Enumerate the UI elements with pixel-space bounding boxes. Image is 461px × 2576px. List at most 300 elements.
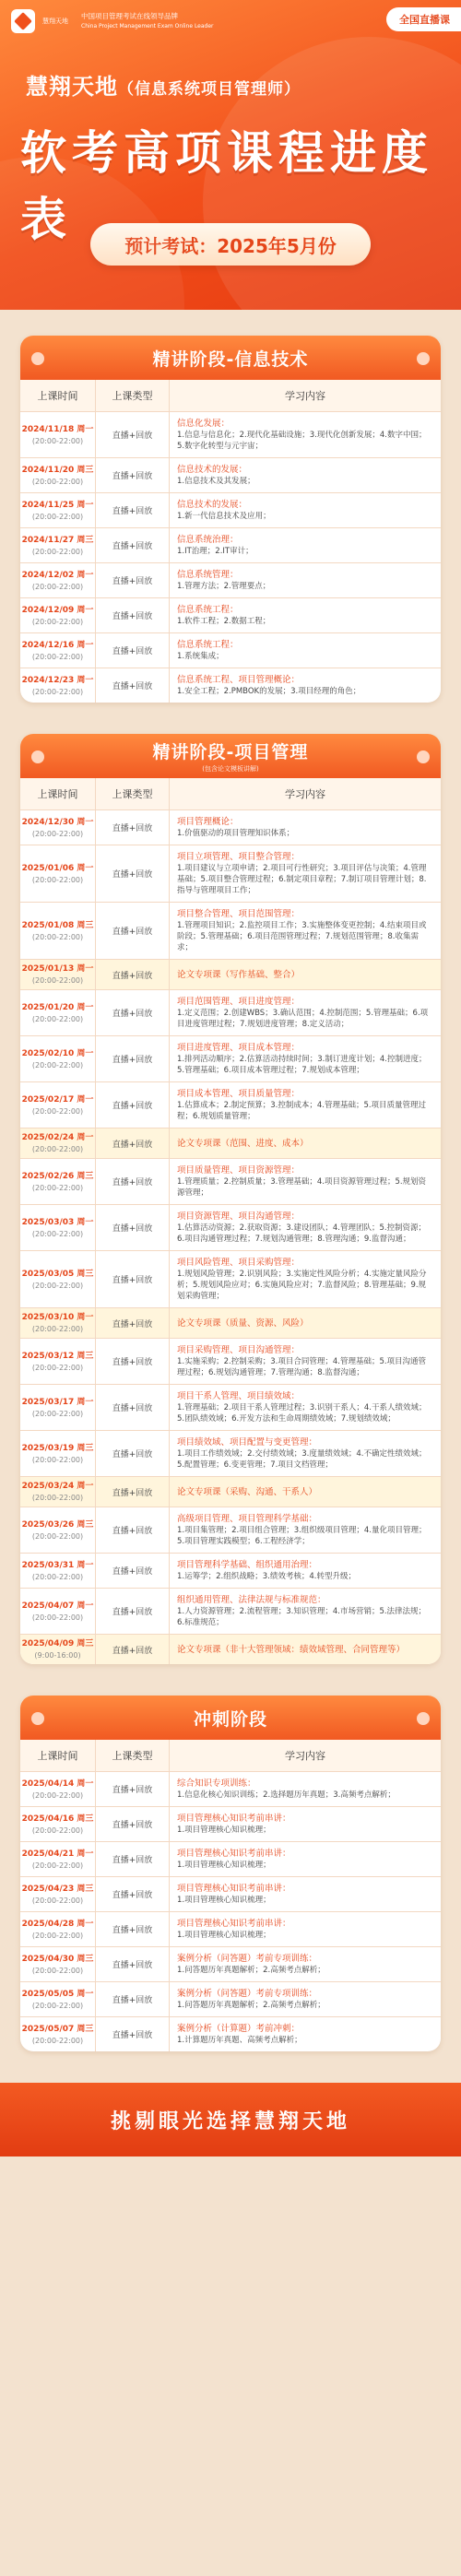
table-row — [20, 903, 441, 960]
table-row — [20, 1308, 441, 1339]
row-date: 2024/12/02 周一 — [21, 570, 94, 580]
row-detail: 1.问答题历年真题解析；2.高频考点解析； — [177, 1966, 325, 1975]
section-title: 冲刺阶段 — [193, 1708, 267, 1730]
row-topic: 案例分析（问答题）考前专项训练： — [177, 1989, 318, 1999]
row-date: 2025/02/26 周三 — [21, 1171, 94, 1181]
row-date: 2025/03/05 周三 — [21, 1269, 94, 1279]
row-date: 2025/04/21 周一 — [21, 1849, 94, 1859]
row-date: 2025/04/14 周一 — [21, 1778, 94, 1789]
row-content — [170, 1339, 441, 1384]
row-type: 直播+回放 — [96, 1635, 170, 1664]
row-date-cell — [20, 1036, 96, 1081]
row-topic: 项目管理核心知识考前串讲： — [177, 1919, 291, 1929]
row-time: (20:00-22:00) — [31, 547, 84, 556]
row-topic: 项目范围管理、项目进度管理： — [177, 997, 301, 1007]
table-row — [20, 1082, 441, 1128]
row-topic: 论文专项课（写作基础、整合） — [177, 969, 301, 980]
row-content — [170, 528, 441, 562]
row-time: (9:00-16:00) — [34, 1651, 81, 1660]
row-detail: 1.人力资源管理；2.流程管理；3.知识管理；4.市场营销；5.法律法规；6.标准规范； — [177, 1607, 427, 1627]
row-topic: 论文专项课（质量、资源、风险） — [177, 1318, 309, 1329]
row-content — [170, 1128, 441, 1158]
row-content — [170, 633, 441, 668]
row-date-cell — [20, 1507, 96, 1553]
row-content — [170, 1159, 441, 1204]
row-detail: 1.管理质量；2.控制质量；3.管理基础；4.项目资源管理过程；5.规划资源管理； — [177, 1177, 427, 1198]
row-topic: 综合知识专项训练： — [177, 1778, 256, 1789]
row-topic: 项目管理科学基础、组织通用治理： — [177, 1560, 318, 1570]
row-type: 直播+回放 — [96, 960, 170, 989]
table-row — [20, 598, 441, 633]
table-row — [20, 528, 441, 563]
row-detail: 1.定义范围；2.创建WBS；3.确认范围；4.控制范围；5.管理基础；6.项目进度管理过程；7.规划进度管理；8.定义活动； — [177, 1009, 429, 1029]
row-detail: 1.项目管理核心知识梳理； — [177, 1861, 271, 1870]
row-date-cell — [20, 412, 96, 457]
row-type: 直播+回放 — [96, 1807, 170, 1841]
row-detail: 1.规划风险管理；2.识别风险；3.实施定性风险分析；4.实施定量风险分析；5.规划风险应对；6.实施风险应对；7.监督风险；8.管理基础；9.规划采购管理； — [177, 1270, 427, 1301]
row-type: 直播+回放 — [96, 903, 170, 959]
row-time: (20:00-22:00) — [31, 1572, 84, 1581]
row-date-cell — [20, 1339, 96, 1384]
row-date: 2025/04/09 周三 — [21, 1639, 94, 1648]
row-type: 直播+回放 — [96, 598, 170, 632]
row-type: 直播+回放 — [96, 633, 170, 668]
row-date: 2025/02/10 周一 — [21, 1048, 94, 1058]
row-topic: 组织通用管理、法律法规与标准规范： — [177, 1595, 326, 1605]
table-header — [20, 1740, 441, 1772]
row-topic: 项目干系人管理、项目绩效域： — [177, 1391, 301, 1401]
row-type: 直播+回放 — [96, 1982, 170, 2016]
row-topic: 项目整合管理、项目范围管理： — [177, 909, 301, 919]
row-content — [170, 1251, 441, 1307]
row-topic: 项目成本管理、项目质量管理： — [177, 1089, 301, 1099]
brand-slogan-en: China Project Management Exam Online Leader — [81, 23, 214, 30]
row-detail: 1.管理项目知识；2.监控项目工作；3.实施整体变更控制；4.结束项目或阶段；5.管理基础；6.项目范围管理过程；7.规划范围管理；8.收集需求； — [177, 921, 427, 952]
section-header — [20, 1696, 441, 1740]
row-date-cell — [20, 1912, 96, 1946]
row-date: 2025/01/08 周三 — [21, 920, 94, 930]
row-content — [170, 1554, 441, 1588]
row-topic: 项目质量管理、项目资源管理： — [177, 1165, 301, 1176]
row-date: 2025/01/13 周一 — [21, 964, 94, 974]
row-topic: 高级项目管理、项目管理科学基础： — [177, 1514, 318, 1524]
row-content — [170, 1507, 441, 1553]
section-note: (包含论文模板讲解) — [202, 765, 259, 773]
row-topic: 项目绩效域、项目配置与变更管理： — [177, 1437, 318, 1448]
row-time: (20:00-22:00) — [31, 1145, 84, 1153]
row-detail: 1.软件工程；2.数据工程； — [177, 617, 271, 626]
row-date: 2025/04/23 周三 — [21, 1884, 94, 1894]
row-date-cell — [20, 1385, 96, 1430]
row-date-cell — [20, 1947, 96, 1981]
row-time: (20:00-22:00) — [31, 1455, 84, 1464]
row-detail: 1.问答题历年真题解析；2.高频考点解析； — [177, 2001, 325, 2010]
brand-slogan — [81, 11, 214, 31]
row-date-cell — [20, 990, 96, 1035]
row-content — [170, 668, 441, 703]
row-topic: 项目管理概论： — [177, 817, 239, 827]
row-type: 直播+回放 — [96, 1159, 170, 1204]
row-date: 2024/12/16 周一 — [21, 640, 94, 650]
row-content — [170, 1947, 441, 1981]
row-content — [170, 412, 441, 457]
row-date-cell — [20, 1982, 96, 2016]
row-type: 直播+回放 — [96, 1772, 170, 1806]
table-row — [20, 1982, 441, 2017]
row-date-cell — [20, 1589, 96, 1634]
row-date-cell — [20, 493, 96, 527]
row-date: 2025/05/05 周一 — [21, 1989, 94, 1999]
row-date-cell — [20, 1772, 96, 1806]
row-type: 直播+回放 — [96, 1507, 170, 1553]
row-time: (20:00-22:00) — [31, 512, 84, 521]
decor-dot-icon — [31, 352, 44, 365]
row-time: (20:00-22:00) — [31, 1183, 84, 1192]
row-detail: 1.项目工作绩效域；2.交付绩效域；3.度量绩效域；4.不确定性绩效域；5.配置管理；6.变更管理；7.项目文档管理； — [177, 1449, 427, 1470]
page-title: 软考高项课程进度表 — [20, 126, 433, 246]
decor-dot-icon — [417, 352, 430, 365]
row-detail: 1.运筹学；2.组织战略；3.绩效考核；4.转型升级； — [177, 1572, 356, 1581]
column-header: 学习内容 — [285, 390, 325, 402]
row-content — [170, 1912, 441, 1946]
row-content — [170, 903, 441, 959]
row-time: (20:00-22:00) — [31, 1966, 84, 1975]
row-date-cell — [20, 458, 96, 492]
row-date-cell — [20, 1842, 96, 1876]
row-content — [170, 563, 441, 597]
row-date: 2025/04/28 周一 — [21, 1919, 94, 1929]
table-row — [20, 1431, 441, 1477]
row-time: (20:00-22:00) — [31, 1494, 84, 1502]
row-time: (20:00-22:00) — [31, 1060, 84, 1069]
row-time: (20:00-22:00) — [31, 1409, 84, 1418]
row-content — [170, 960, 441, 989]
row-content — [170, 1982, 441, 2016]
row-time: (20:00-22:00) — [31, 1826, 84, 1835]
row-date-cell — [20, 903, 96, 959]
row-date-cell — [20, 1635, 96, 1664]
row-detail: 1.信息技术及其发展； — [177, 477, 255, 486]
row-content — [170, 1308, 441, 1338]
decor-dot-icon — [31, 1712, 44, 1725]
row-date: 2025/03/24 周一 — [21, 1482, 94, 1491]
row-date: 2025/01/06 周一 — [21, 863, 94, 873]
row-date: 2024/11/20 周三 — [21, 465, 94, 475]
row-type: 直播+回放 — [96, 668, 170, 703]
row-date-cell — [20, 563, 96, 597]
table-row — [20, 412, 441, 458]
table-row — [20, 1385, 441, 1431]
row-topic: 论文专项课（范围、进度、成本） — [177, 1138, 309, 1149]
row-content — [170, 1431, 441, 1476]
section-title: 精讲阶段-项目管理 — [152, 742, 309, 762]
table-row — [20, 1554, 441, 1589]
row-date-cell — [20, 1082, 96, 1128]
table-row — [20, 1159, 441, 1205]
row-time: (20:00-22:00) — [31, 829, 84, 838]
row-detail: 1.信息与信息化；2.现代化基础设施；3.现代化创新发展；4.数字中国；5.数字化转型与元宇宙； — [177, 431, 427, 451]
row-type: 直播+回放 — [96, 1947, 170, 1981]
table-row — [20, 1205, 441, 1251]
row-date: 2025/04/16 周三 — [21, 1814, 94, 1824]
table-row — [20, 1635, 441, 1664]
row-detail: 1.估算活动资源；2.获取资源；3.建设团队；4.管理团队；5.控制资源；6.项目沟通管理过程；7.规划沟通管理；8.管理沟通；9.监督沟通； — [177, 1223, 427, 1244]
row-date-cell — [20, 1431, 96, 1476]
row-type: 直播+回放 — [96, 493, 170, 527]
row-time: (20:00-22:00) — [31, 1790, 84, 1800]
row-content — [170, 493, 441, 527]
row-content — [170, 1842, 441, 1876]
row-type: 直播+回放 — [96, 810, 170, 845]
row-topic: 案例分析（问答题）考前专项训练： — [177, 1954, 318, 1964]
table-row — [20, 1807, 441, 1842]
row-topic: 项目管理核心知识考前串讲： — [177, 1849, 291, 1859]
row-date-cell — [20, 810, 96, 845]
row-detail: 1.系统集成； — [177, 652, 224, 661]
row-date-cell — [20, 528, 96, 562]
row-time: (20:00-22:00) — [31, 1229, 84, 1238]
row-time: (20:00-22:00) — [31, 617, 84, 626]
row-date-cell — [20, 668, 96, 703]
row-time: (20:00-22:00) — [31, 687, 84, 696]
row-date: 2024/12/30 周一 — [21, 817, 94, 827]
table-row — [20, 2017, 441, 2051]
row-content — [170, 1036, 441, 1081]
brand-bar — [11, 9, 214, 33]
page-subtitle-main: 慧翔天地 — [26, 74, 118, 100]
row-time: (20:00-22:00) — [31, 2001, 84, 2010]
column-header: 学习内容 — [285, 788, 325, 800]
row-detail: 1.计算题历年真题、高频考点解析； — [177, 2036, 302, 2045]
row-time: (20:00-22:00) — [31, 1106, 84, 1116]
decor-dot-icon — [417, 1712, 430, 1725]
row-content — [170, 1385, 441, 1430]
table-row — [20, 1772, 441, 1807]
row-topic: 信息系统工程、项目管理概论： — [177, 675, 301, 685]
column-header: 上课类型 — [96, 380, 170, 411]
column-header: 上课时间 — [20, 380, 96, 411]
schedule-sections — [0, 336, 461, 2051]
table-header — [20, 380, 441, 412]
row-topic: 项目资源管理、项目沟通管理： — [177, 1211, 301, 1222]
row-date: 2025/05/07 周三 — [21, 2024, 94, 2034]
row-content — [170, 1205, 441, 1250]
section-header — [20, 734, 441, 778]
row-date: 2025/03/12 周三 — [21, 1351, 94, 1361]
row-topic: 论文专项课（采购、沟通、干系人） — [177, 1486, 318, 1497]
table-row — [20, 563, 441, 598]
table-row — [20, 493, 441, 528]
row-topic: 项目进度管理、项目成本管理： — [177, 1043, 301, 1053]
row-detail: 1.新一代信息技术及应用； — [177, 512, 271, 521]
row-time: (20:00-22:00) — [31, 1281, 84, 1290]
row-topic: 信息系统工程： — [177, 605, 239, 615]
row-type: 直播+回放 — [96, 2017, 170, 2051]
hero-banner — [0, 0, 461, 310]
table-row — [20, 990, 441, 1036]
row-detail: 1.实施采购；2.控制采购；3.项目合同管理；4.管理基础；5.项目沟通管理过程；6.规划沟通管理；7.管理沟通；8.监督沟通； — [177, 1357, 427, 1377]
row-detail: 1.IT治理；2.IT审计； — [177, 547, 254, 556]
row-time: (20:00-22:00) — [31, 2036, 84, 2045]
row-date: 2024/11/18 周一 — [21, 424, 94, 434]
row-time: (20:00-22:00) — [31, 932, 84, 941]
row-topic: 信息系统工程： — [177, 640, 239, 650]
row-topic: 项目采购管理、项目沟通管理： — [177, 1345, 301, 1355]
page-subtitle-paren: （信息系统项目管理师） — [118, 80, 301, 99]
row-date-cell — [20, 1128, 96, 1158]
row-content — [170, 458, 441, 492]
row-detail: 1.项目管理核心知识梳理； — [177, 1931, 271, 1940]
table-row — [20, 1877, 441, 1912]
schedule-section — [20, 336, 441, 703]
row-date-cell — [20, 1205, 96, 1250]
row-date: 2025/03/03 周一 — [21, 1217, 94, 1227]
row-date-cell — [20, 960, 96, 989]
row-time: (20:00-22:00) — [31, 1363, 84, 1372]
row-detail: 1.项目建议与立项申请；2.项目可行性研究；3.项目评估与决策；4.管理基础；5.项目整合管理过程；6.制定项目章程；7.制订项目管理计划；8.指导与管理项目工作； — [177, 864, 427, 895]
table-row — [20, 1477, 441, 1507]
row-time: (20:00-22:00) — [31, 1861, 84, 1870]
row-type: 直播+回放 — [96, 1431, 170, 1476]
row-detail: 1.管理基础；2.项目干系人管理过程；3.识别干系人；4.干系人绩效域；5.团队绩效域；6.开发方法和生命周期绩效域；7.规划绩效域； — [177, 1403, 427, 1424]
table-row — [20, 1036, 441, 1082]
row-type: 直播+回放 — [96, 563, 170, 597]
row-date: 2025/03/31 周一 — [21, 1560, 94, 1570]
row-type: 直播+回放 — [96, 990, 170, 1035]
row-content — [170, 1807, 441, 1841]
decor-dot-icon — [417, 750, 430, 763]
row-type: 直播+回放 — [96, 412, 170, 457]
row-time: (20:00-22:00) — [31, 1325, 84, 1333]
row-time: (20:00-22:00) — [31, 1931, 84, 1940]
row-topic: 信息技术的发展： — [177, 500, 248, 510]
row-date: 2024/12/09 周一 — [21, 605, 94, 615]
table-row — [20, 1589, 441, 1635]
row-content — [170, 1589, 441, 1634]
row-detail: 1.估算成本；2.制定预算；3.控制成本；4.管理基础；5.项目质量管理过程；6.规划质量管理； — [177, 1101, 427, 1121]
table-row — [20, 458, 441, 493]
row-detail: 1.项目管理核心知识梳理； — [177, 1896, 271, 1905]
row-topic: 信息系统治理： — [177, 535, 239, 545]
column-header: 上课时间 — [20, 778, 96, 809]
row-type: 直播+回放 — [96, 1877, 170, 1911]
row-date-cell — [20, 598, 96, 632]
row-detail: 1.管理方法；2.管理要点； — [177, 582, 271, 591]
table-row — [20, 1947, 441, 1982]
row-detail: 1.价值驱动的项目管理知识体系； — [177, 829, 295, 838]
row-time: (20:00-22:00) — [31, 436, 84, 445]
row-date: 2025/03/10 周一 — [21, 1313, 94, 1322]
row-date-cell — [20, 2017, 96, 2051]
row-date-cell — [20, 1877, 96, 1911]
row-date-cell — [20, 1159, 96, 1204]
row-date: 2024/11/25 周一 — [21, 500, 94, 510]
row-time: (20:00-22:00) — [31, 1613, 84, 1622]
row-time: (20:00-22:00) — [31, 1531, 84, 1541]
table-header — [20, 778, 441, 810]
exam-date-pill: 预计考试：2025年5月份 — [90, 223, 371, 266]
row-detail: 1.安全工程；2.PMBOK的发展；3.项目经理的角色； — [177, 687, 361, 696]
row-topic: 信息化发展： — [177, 419, 230, 429]
table-row — [20, 1842, 441, 1877]
row-type: 直播+回放 — [96, 1912, 170, 1946]
row-type: 直播+回放 — [96, 1589, 170, 1634]
row-topic: 项目管理核心知识考前串讲： — [177, 1814, 291, 1824]
row-date: 2025/04/30 周三 — [21, 1954, 94, 1964]
table-row — [20, 1128, 441, 1159]
row-time: (20:00-22:00) — [31, 1014, 84, 1023]
row-date: 2025/03/17 周一 — [21, 1397, 94, 1407]
live-course-badge: 全国直播课 — [386, 7, 461, 31]
row-type: 直播+回放 — [96, 1082, 170, 1128]
row-content — [170, 1772, 441, 1806]
schedule-section — [20, 1696, 441, 2051]
row-type: 直播+回放 — [96, 1339, 170, 1384]
table-row — [20, 668, 441, 703]
row-type: 直播+回放 — [96, 1251, 170, 1307]
table-row — [20, 1507, 441, 1554]
row-time: (20:00-22:00) — [31, 875, 84, 884]
row-time: (20:00-22:00) — [31, 1896, 84, 1905]
section-title: 精讲阶段-信息技术 — [152, 349, 309, 370]
column-header: 学习内容 — [285, 1750, 325, 1762]
row-type: 直播+回放 — [96, 1036, 170, 1081]
row-topic: 案例分析（计算题）考前冲刺： — [177, 2024, 301, 2034]
row-topic: 项目风险管理、项目采购管理： — [177, 1258, 301, 1268]
row-date-cell — [20, 633, 96, 668]
decor-dot-icon — [31, 750, 44, 763]
row-content — [170, 1635, 441, 1664]
brand-name: 慧翔天地 — [42, 18, 68, 25]
row-content — [170, 845, 441, 902]
row-content — [170, 990, 441, 1035]
row-topic: 项目管理核心知识考前串讲： — [177, 1884, 291, 1894]
row-type: 直播+回放 — [96, 1842, 170, 1876]
brand-slogan-cn: 中国项目管理考试在线领导品牌 — [81, 12, 178, 20]
schedule-section — [20, 734, 441, 1664]
table-row — [20, 1339, 441, 1385]
row-topic: 信息系统管理： — [177, 570, 239, 580]
row-detail: 1.项目集管理；2.项目组合管理；3.组织级项目管理；4.量化项目管理；5.项目管理实践模型；6.工程经济学； — [177, 1526, 427, 1546]
row-date-cell — [20, 1807, 96, 1841]
row-date-cell — [20, 1477, 96, 1507]
column-header: 上课类型 — [96, 1740, 170, 1771]
table-row — [20, 633, 441, 668]
row-date: 2025/02/24 周一 — [21, 1133, 94, 1142]
brand-logo-icon — [11, 9, 35, 33]
row-detail: 1.排列活动顺序；2.估算活动持续时间；3.制订进度计划；4.控制进度；5.管理基础；6.项目成本管理过程；7.规划成本管理； — [177, 1055, 427, 1075]
row-type: 直播+回放 — [96, 1128, 170, 1158]
row-type: 直播+回放 — [96, 458, 170, 492]
row-time: (20:00-22:00) — [31, 652, 84, 661]
row-date: 2025/03/19 周三 — [21, 1443, 94, 1453]
row-type: 直播+回放 — [96, 1385, 170, 1430]
table-row — [20, 960, 441, 990]
row-content — [170, 1082, 441, 1128]
row-date: 2025/01/20 周一 — [21, 1002, 94, 1012]
row-content — [170, 598, 441, 632]
column-header: 上课类型 — [96, 778, 170, 809]
row-content — [170, 2017, 441, 2051]
row-date-cell — [20, 1308, 96, 1338]
row-time: (20:00-22:00) — [31, 976, 84, 985]
row-content — [170, 1477, 441, 1507]
row-date: 2024/11/27 周三 — [21, 535, 94, 545]
row-type: 直播+回放 — [96, 528, 170, 562]
page-subtitle — [26, 68, 301, 100]
row-date: 2025/03/26 周三 — [21, 1519, 94, 1530]
row-time: (20:00-22:00) — [31, 582, 84, 591]
